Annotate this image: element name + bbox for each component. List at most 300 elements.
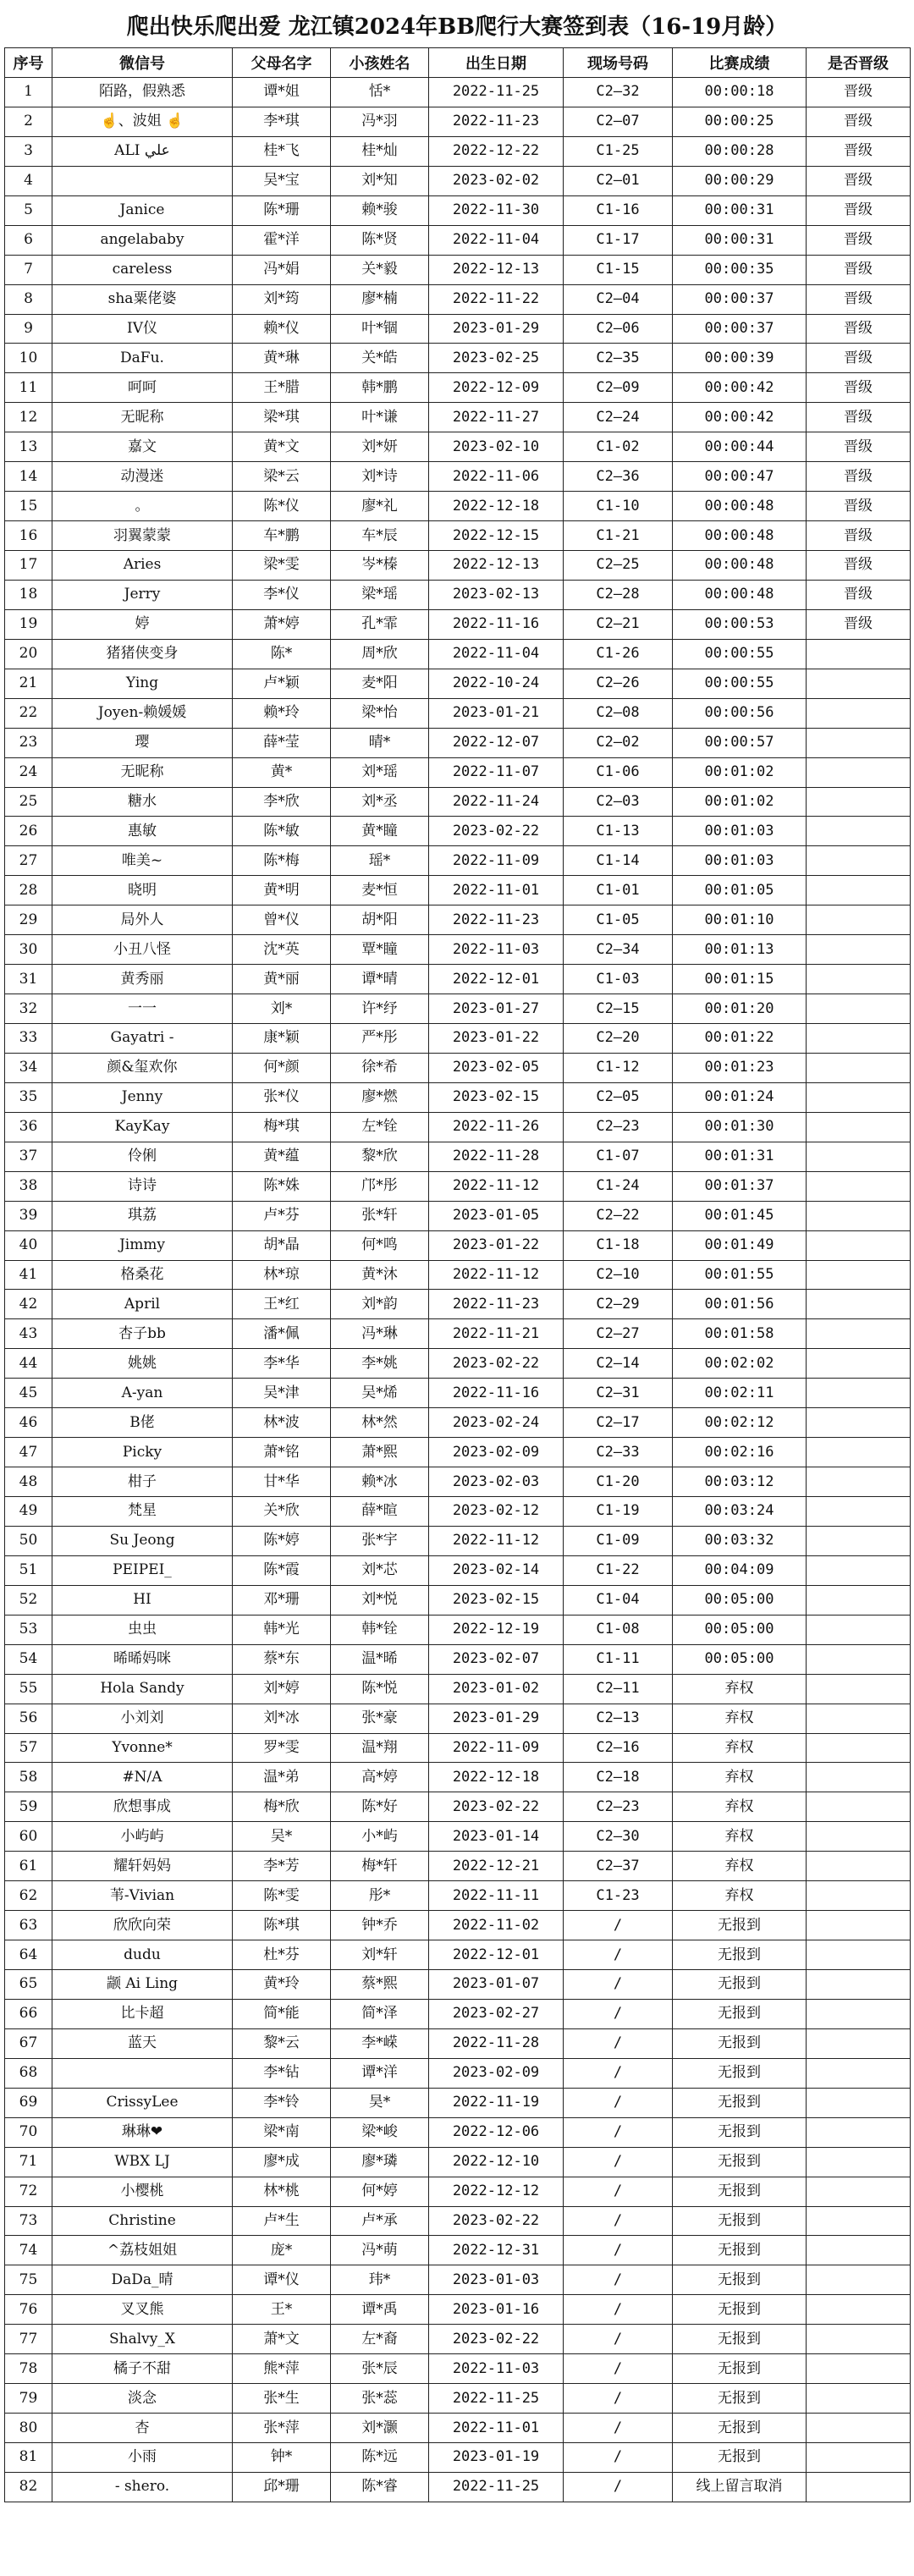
- cell-birthdate: 2022-12-06: [429, 2117, 564, 2147]
- table-row: [5, 580, 911, 609]
- cell-birthdate: 2023-01-21: [429, 698, 564, 728]
- cell-parent: 甘*华: [233, 1467, 331, 1497]
- cell-number: C2—30: [564, 1822, 673, 1852]
- cell-parent: 陈*珊: [233, 195, 331, 225]
- cell-parent: 陈*: [233, 639, 331, 669]
- cell-child: 许*纾: [331, 994, 429, 1024]
- cell-number: C2—35: [564, 344, 673, 373]
- cell-advance: [807, 1940, 911, 1970]
- cell-result: 00:01:05: [673, 876, 807, 905]
- cell-index: 63: [5, 1911, 52, 1940]
- cell-wechat: DaFu.: [52, 344, 233, 373]
- cell-number: /: [564, 1940, 673, 1970]
- table-row: [5, 2088, 911, 2117]
- cell-child: 高*婷: [331, 1763, 429, 1792]
- cell-birthdate: 2022-12-13: [429, 551, 564, 581]
- cell-wechat: 小刘刘: [52, 1704, 233, 1733]
- cell-advance: 晋级: [807, 284, 911, 314]
- cell-parent: 熊*萍: [233, 2354, 331, 2384]
- cell-wechat: 梵星: [52, 1497, 233, 1527]
- cell-number: C2—03: [564, 787, 673, 817]
- cell-wechat: 橘子不甜: [52, 2354, 233, 2384]
- cell-index: 37: [5, 1142, 52, 1171]
- cell-wechat: 小雨: [52, 2443, 233, 2473]
- table-row: [5, 1526, 911, 1555]
- cell-result: 00:03:32: [673, 1526, 807, 1555]
- cell-advance: [807, 1112, 911, 1142]
- cell-birthdate: 2023-01-02: [429, 1674, 564, 1704]
- cell-parent: 陈*霞: [233, 1555, 331, 1585]
- cell-child: 冯*琳: [331, 1319, 429, 1349]
- cell-birthdate: 2022-12-21: [429, 1852, 564, 1881]
- cell-advance: [807, 1704, 911, 1733]
- cell-birthdate: 2022-11-30: [429, 195, 564, 225]
- cell-advance: [807, 1555, 911, 1585]
- cell-birthdate: 2022-12-18: [429, 1763, 564, 1792]
- cell-wechat: B佬: [52, 1408, 233, 1438]
- cell-parent: 温*弟: [233, 1763, 331, 1792]
- cell-child: 叶*锢: [331, 314, 429, 344]
- cell-wechat: 苇-Vivian: [52, 1881, 233, 1911]
- table-row: [5, 195, 911, 225]
- sign-in-sheet: [4, 0, 910, 2502]
- cell-child: 陈*远: [331, 2443, 429, 2473]
- table-row: [5, 225, 911, 255]
- cell-wechat: CrissyLee: [52, 2088, 233, 2117]
- cell-result: 无报到: [673, 2088, 807, 2117]
- cell-birthdate: 2023-01-22: [429, 1230, 564, 1260]
- cell-advance: [807, 2147, 911, 2177]
- cell-advance: [807, 1379, 911, 1408]
- cell-index: 69: [5, 2088, 52, 2117]
- table-row: [5, 1260, 911, 1290]
- cell-result: 00:01:37: [673, 1171, 807, 1201]
- cell-index: 70: [5, 2117, 52, 2147]
- cell-index: 30: [5, 935, 52, 965]
- cell-child: 谭*禹: [331, 2295, 429, 2325]
- cell-wechat: Aries: [52, 551, 233, 581]
- cell-parent: 李*华: [233, 1349, 331, 1379]
- cell-index: 40: [5, 1230, 52, 1260]
- cell-child: 李*姚: [331, 1349, 429, 1379]
- cell-number: C1-26: [564, 639, 673, 669]
- cell-parent: 黄*文: [233, 432, 331, 462]
- cell-result: 00:05:00: [673, 1615, 807, 1644]
- cell-parent: 李*欣: [233, 787, 331, 817]
- cell-number: C2—29: [564, 1290, 673, 1319]
- cell-result: 00:00:44: [673, 432, 807, 462]
- cell-advance: [807, 1171, 911, 1201]
- cell-advance: [807, 1822, 911, 1852]
- cell-index: 18: [5, 580, 52, 609]
- table-row: [5, 1822, 911, 1852]
- cell-birthdate: 2022-12-13: [429, 255, 564, 284]
- table-row: [5, 2295, 911, 2325]
- cell-wechat: Picky: [52, 1438, 233, 1467]
- cell-birthdate: 2023-01-16: [429, 2295, 564, 2325]
- page-title: 爬出快乐爬出爱 龙江镇2024年BB爬行大赛签到表（16-19月龄）: [126, 14, 788, 40]
- cell-birthdate: 2023-02-22: [429, 2206, 564, 2236]
- cell-result: 弃权: [673, 1852, 807, 1881]
- cell-index: 20: [5, 639, 52, 669]
- cell-number: C1-15: [564, 255, 673, 284]
- cell-advance: [807, 1674, 911, 1704]
- cell-advance: [807, 876, 911, 905]
- cell-wechat: 小屿屿: [52, 1822, 233, 1852]
- cell-birthdate: 2023-02-09: [429, 2058, 564, 2088]
- cell-birthdate: 2022-11-23: [429, 1290, 564, 1319]
- cell-child: 陈*好: [331, 1792, 429, 1822]
- cell-index: 43: [5, 1319, 52, 1349]
- cell-index: 64: [5, 1940, 52, 1970]
- cell-advance: 晋级: [807, 78, 911, 107]
- cell-advance: [807, 1438, 911, 1467]
- cell-index: 58: [5, 1763, 52, 1792]
- cell-birthdate: 2022-11-27: [429, 403, 564, 432]
- cell-index: 75: [5, 2265, 52, 2295]
- cell-child: 韩*铨: [331, 1615, 429, 1644]
- cell-advance: 晋级: [807, 551, 911, 581]
- cell-wechat: PEIPEI_: [52, 1555, 233, 1585]
- cell-advance: [807, 1881, 911, 1911]
- cell-advance: [807, 2117, 911, 2147]
- cell-birthdate: 2022-11-23: [429, 107, 564, 136]
- table-row: [5, 1142, 911, 1171]
- cell-advance: 晋级: [807, 462, 911, 492]
- cell-result: 无报到: [673, 2384, 807, 2414]
- cell-wechat: [52, 2058, 233, 2088]
- cell-birthdate: 2023-01-29: [429, 314, 564, 344]
- cell-index: 56: [5, 1704, 52, 1733]
- cell-birthdate: 2022-11-12: [429, 1526, 564, 1555]
- cell-child: 林*然: [331, 1408, 429, 1438]
- cell-child: 蔡*熙: [331, 1970, 429, 2000]
- cell-advance: [807, 1615, 911, 1644]
- cell-child: 晴*: [331, 728, 429, 757]
- cell-index: 21: [5, 669, 52, 698]
- cell-birthdate: 2022-12-01: [429, 965, 564, 994]
- cell-birthdate: 2022-11-19: [429, 2088, 564, 2117]
- cell-birthdate: 2022-12-18: [429, 492, 564, 521]
- cell-result: 00:00:48: [673, 492, 807, 521]
- cell-index: 51: [5, 1555, 52, 1585]
- cell-birthdate: 2023-01-27: [429, 994, 564, 1024]
- cell-number: C1-20: [564, 1467, 673, 1497]
- cell-index: 39: [5, 1201, 52, 1230]
- cell-advance: [807, 2177, 911, 2206]
- cell-number: C2—20: [564, 1024, 673, 1054]
- cell-wechat: Shalvy_X: [52, 2325, 233, 2354]
- cell-wechat: 。: [52, 492, 233, 521]
- sign-in-table: [4, 47, 911, 2502]
- cell-index: 82: [5, 2472, 52, 2502]
- cell-result: 00:01:10: [673, 905, 807, 935]
- table-row: [5, 1467, 911, 1497]
- cell-result: 00:00:25: [673, 107, 807, 136]
- cell-birthdate: 2023-02-13: [429, 580, 564, 609]
- cell-birthdate: 2023-02-27: [429, 1999, 564, 2028]
- cell-parent: 简*能: [233, 1999, 331, 2028]
- table-row: [5, 1201, 911, 1230]
- cell-advance: [807, 1526, 911, 1555]
- cell-child: 叶*谦: [331, 403, 429, 432]
- cell-birthdate: 2022-11-02: [429, 1911, 564, 1940]
- cell-advance: [807, 1408, 911, 1438]
- cell-parent: 黄*玲: [233, 1970, 331, 2000]
- cell-advance: 晋级: [807, 492, 911, 521]
- cell-result: 00:01:02: [673, 787, 807, 817]
- table-row: [5, 2414, 911, 2443]
- cell-child: 胡*阳: [331, 905, 429, 935]
- cell-number: C2—02: [564, 728, 673, 757]
- cell-child: 刘*瑶: [331, 757, 429, 787]
- cell-advance: [807, 935, 911, 965]
- cell-birthdate: 2022-11-16: [429, 609, 564, 639]
- cell-number: C1-21: [564, 521, 673, 551]
- cell-wechat: 黄秀丽: [52, 965, 233, 994]
- cell-index: 2: [5, 107, 52, 136]
- cell-wechat: 一一: [52, 994, 233, 1024]
- cell-result: 00:01:03: [673, 817, 807, 846]
- table-row: [5, 2206, 911, 2236]
- cell-number: C1-23: [564, 1881, 673, 1911]
- cell-child: 薛*暄: [331, 1497, 429, 1527]
- cell-birthdate: 2022-12-15: [429, 521, 564, 551]
- cell-wechat: WBX LJ: [52, 2147, 233, 2177]
- cell-wechat: 格桑花: [52, 1260, 233, 1290]
- col-header-child: 小孩姓名: [331, 48, 429, 78]
- cell-child: 关*皓: [331, 344, 429, 373]
- cell-birthdate: 2022-11-01: [429, 2414, 564, 2443]
- cell-wechat: 杏: [52, 2414, 233, 2443]
- cell-number: C1-24: [564, 1171, 673, 1201]
- cell-advance: [807, 2265, 911, 2295]
- cell-number: /: [564, 2117, 673, 2147]
- cell-result: 00:00:48: [673, 551, 807, 581]
- cell-index: 59: [5, 1792, 52, 1822]
- cell-result: 弃权: [673, 1881, 807, 1911]
- cell-number: C1-05: [564, 905, 673, 935]
- cell-result: 00:01:55: [673, 1260, 807, 1290]
- cell-number: C1-02: [564, 432, 673, 462]
- cell-wechat: ^荔枝姐姐: [52, 2236, 233, 2265]
- cell-wechat: 晓明: [52, 876, 233, 905]
- cell-index: 29: [5, 905, 52, 935]
- table-row: [5, 1674, 911, 1704]
- cell-index: 10: [5, 344, 52, 373]
- cell-birthdate: 2023-02-05: [429, 1053, 564, 1082]
- cell-index: 46: [5, 1408, 52, 1438]
- cell-parent: 陈*仪: [233, 492, 331, 521]
- cell-result: 无报到: [673, 2414, 807, 2443]
- cell-advance: [807, 2088, 911, 2117]
- cell-result: 弃权: [673, 1822, 807, 1852]
- cell-wechat: [52, 166, 233, 195]
- cell-child: 陈*睿: [331, 2472, 429, 2502]
- cell-result: 00:05:00: [673, 1585, 807, 1615]
- cell-child: 陈*悦: [331, 1674, 429, 1704]
- cell-child: 廖*燃: [331, 1082, 429, 1112]
- table-row: [5, 1940, 911, 1970]
- cell-result: 弃权: [673, 1733, 807, 1763]
- cell-wechat: 淡念: [52, 2384, 233, 2414]
- cell-child: 岑*榛: [331, 551, 429, 581]
- cell-child: 张*宇: [331, 1526, 429, 1555]
- cell-child: 刘*芯: [331, 1555, 429, 1585]
- cell-index: 17: [5, 551, 52, 581]
- cell-child: 张*蕊: [331, 2384, 429, 2414]
- cell-child: 简*泽: [331, 1999, 429, 2028]
- cell-index: 55: [5, 1674, 52, 1704]
- cell-birthdate: 2023-02-15: [429, 1082, 564, 1112]
- cell-parent: 潘*佩: [233, 1319, 331, 1349]
- cell-parent: 卢*芬: [233, 1201, 331, 1230]
- cell-parent: 李*铃: [233, 2088, 331, 2117]
- cell-number: C2—34: [564, 935, 673, 965]
- cell-child: 钟*乔: [331, 1911, 429, 1940]
- cell-advance: [807, 817, 911, 846]
- cell-birthdate: 2023-02-22: [429, 1792, 564, 1822]
- table-row: [5, 1379, 911, 1408]
- cell-parent: 张*生: [233, 2384, 331, 2414]
- cell-advance: [807, 1763, 911, 1792]
- table-row: [5, 521, 911, 551]
- cell-advance: [807, 1733, 911, 1763]
- table-row: [5, 2325, 911, 2354]
- table-row: [5, 905, 911, 935]
- cell-birthdate: 2022-11-22: [429, 284, 564, 314]
- cell-birthdate: 2023-01-19: [429, 2443, 564, 2473]
- cell-wechat: 琪荔: [52, 1201, 233, 1230]
- cell-result: 无报到: [673, 2058, 807, 2088]
- table-row: [5, 1319, 911, 1349]
- cell-parent: 梁*南: [233, 2117, 331, 2147]
- cell-birthdate: 2023-02-02: [429, 166, 564, 195]
- cell-index: 23: [5, 728, 52, 757]
- cell-wechat: Gayatri -: [52, 1024, 233, 1054]
- cell-advance: 晋级: [807, 107, 911, 136]
- cell-child: 刘*知: [331, 166, 429, 195]
- cell-advance: [807, 2443, 911, 2473]
- table-row: [5, 787, 911, 817]
- cell-advance: [807, 1644, 911, 1674]
- cell-birthdate: 2022-11-01: [429, 876, 564, 905]
- cell-result: 00:01:49: [673, 1230, 807, 1260]
- cell-child: 玮*: [331, 2265, 429, 2295]
- cell-index: 41: [5, 1260, 52, 1290]
- cell-child: 黎*欣: [331, 1142, 429, 1171]
- cell-advance: [807, 698, 911, 728]
- table-row: [5, 1733, 911, 1763]
- cell-advance: [807, 2414, 911, 2443]
- table-row: [5, 757, 911, 787]
- table-row: [5, 1644, 911, 1674]
- cell-birthdate: 2022-11-25: [429, 2384, 564, 2414]
- table-row: [5, 2177, 911, 2206]
- cell-parent: 卢*颖: [233, 669, 331, 698]
- cell-result: 00:00:55: [673, 639, 807, 669]
- cell-parent: 关*欣: [233, 1497, 331, 1527]
- cell-number: /: [564, 2147, 673, 2177]
- cell-parent: 林*琼: [233, 1260, 331, 1290]
- cell-child: 麦*恒: [331, 876, 429, 905]
- cell-number: C1-08: [564, 1615, 673, 1644]
- cell-birthdate: 2023-02-07: [429, 1644, 564, 1674]
- cell-number: C2—01: [564, 166, 673, 195]
- table-row: [5, 492, 911, 521]
- table-row: [5, 2028, 911, 2058]
- cell-number: C2—26: [564, 669, 673, 698]
- cell-wechat: 无昵称: [52, 403, 233, 432]
- cell-number: /: [564, 2384, 673, 2414]
- cell-number: C2—08: [564, 698, 673, 728]
- cell-child: 卢*承: [331, 2206, 429, 2236]
- cell-birthdate: 2022-11-11: [429, 1881, 564, 1911]
- cell-parent: 梁*云: [233, 462, 331, 492]
- cell-number: C2—13: [564, 1704, 673, 1733]
- table-row: [5, 255, 911, 284]
- cell-number: C2—32: [564, 78, 673, 107]
- cell-index: 44: [5, 1349, 52, 1379]
- cell-index: 15: [5, 492, 52, 521]
- cell-advance: [807, 1024, 911, 1054]
- table-row: [5, 2117, 911, 2147]
- table-row: [5, 1497, 911, 1527]
- cell-birthdate: 2023-01-22: [429, 1024, 564, 1054]
- cell-advance: 晋级: [807, 403, 911, 432]
- cell-parent: 王*: [233, 2295, 331, 2325]
- cell-advance: 晋级: [807, 166, 911, 195]
- table-row: [5, 846, 911, 876]
- cell-result: 00:00:37: [673, 314, 807, 344]
- table-row: [5, 1999, 911, 2028]
- table-row: [5, 403, 911, 432]
- cell-parent: 邱*珊: [233, 2472, 331, 2502]
- cell-birthdate: 2023-02-14: [429, 1555, 564, 1585]
- cell-child: 黄*沐: [331, 1260, 429, 1290]
- cell-parent: 吴*津: [233, 1379, 331, 1408]
- cell-child: 刘*轩: [331, 1940, 429, 1970]
- cell-number: C2—23: [564, 1112, 673, 1142]
- cell-wechat: Yvonne*: [52, 1733, 233, 1763]
- cell-index: 68: [5, 2058, 52, 2088]
- table-row: [5, 284, 911, 314]
- cell-result: 无报到: [673, 2443, 807, 2473]
- table-row: [5, 2443, 911, 2473]
- cell-child: 谭*晴: [331, 965, 429, 994]
- cell-birthdate: 2022-11-23: [429, 905, 564, 935]
- cell-number: /: [564, 2325, 673, 2354]
- table-row: [5, 1792, 911, 1822]
- cell-number: C1-12: [564, 1053, 673, 1082]
- table-row: [5, 1408, 911, 1438]
- cell-advance: 晋级: [807, 432, 911, 462]
- cell-advance: [807, 1053, 911, 1082]
- cell-parent: 王*腊: [233, 373, 331, 403]
- cell-result: 00:03:12: [673, 1467, 807, 1497]
- cell-wechat: Janice: [52, 195, 233, 225]
- cell-index: 50: [5, 1526, 52, 1555]
- cell-wechat: Jerry: [52, 580, 233, 609]
- cell-number: /: [564, 2236, 673, 2265]
- cell-number: C1-07: [564, 1142, 673, 1171]
- cell-child: 车*辰: [331, 521, 429, 551]
- cell-number: /: [564, 2088, 673, 2117]
- cell-advance: 晋级: [807, 314, 911, 344]
- cell-wechat: Joyen-赖媛媛: [52, 698, 233, 728]
- cell-index: 74: [5, 2236, 52, 2265]
- cell-index: 81: [5, 2443, 52, 2473]
